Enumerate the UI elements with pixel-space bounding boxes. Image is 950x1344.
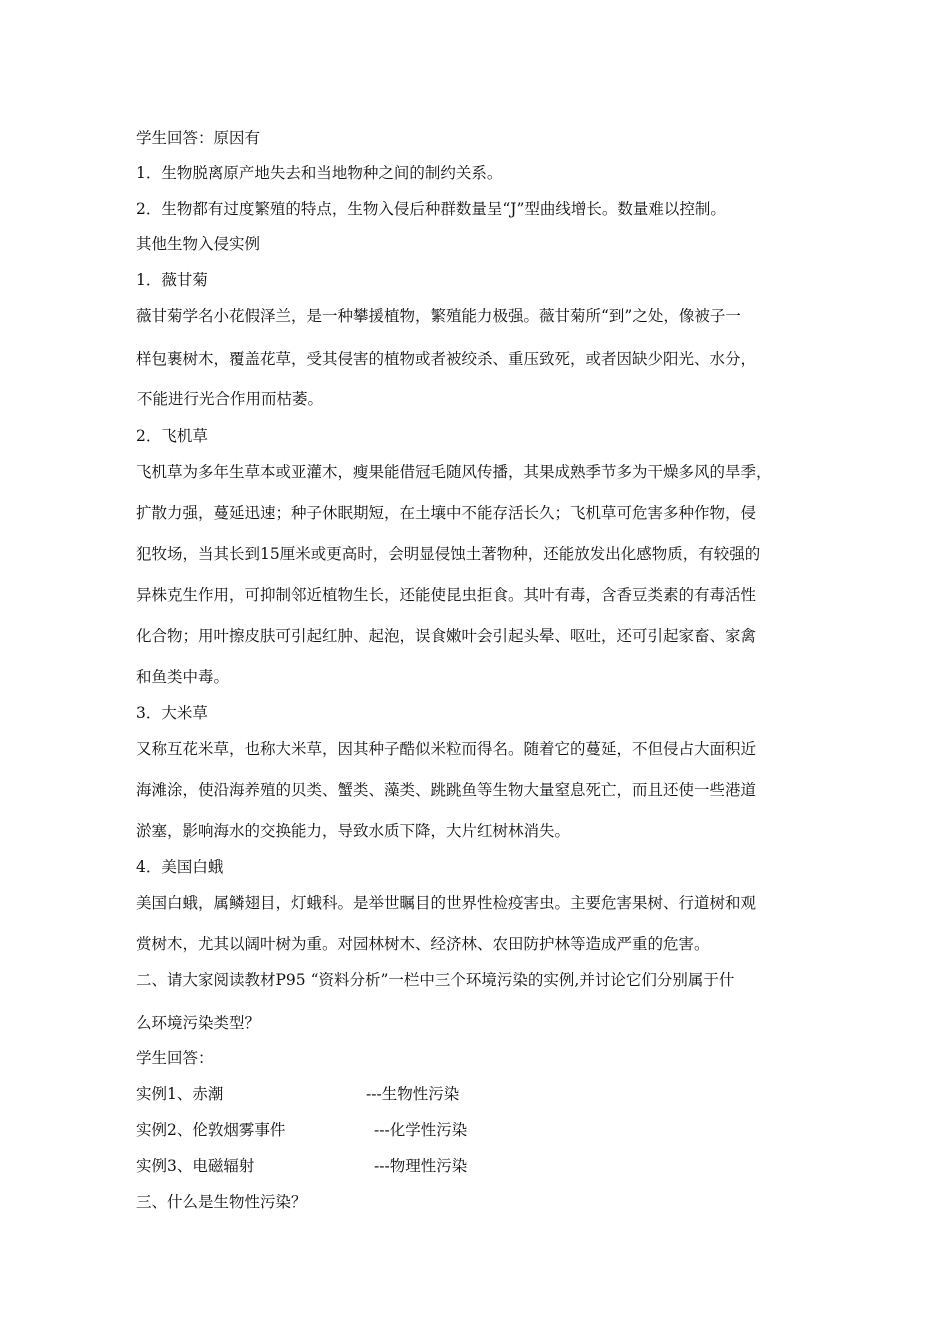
example-2-text-line: 化合物；用叶擦皮肤可引起红肿、起泡，误食嫩叶会引起头晕、呕吐，还可引起家畜、家禽: [136, 627, 757, 645]
case-2-name: 实例2、伦敦烟雾事件: [136, 1121, 286, 1139]
example-2-text-line: 飞机草为多年生草本或亚灌木，瘦果能借冠毛随风传播，其果成熟季节多为干燥多风的旱季，: [136, 463, 772, 481]
examples-heading: 其他生物入侵实例: [136, 235, 261, 253]
case-1-name: 实例1、赤潮: [136, 1085, 224, 1103]
example-2-text-line: 犯牧场，当其长到15厘米或更高时，会明显侵蚀土著物种，还能放发出化感物质，有较强的: [136, 545, 761, 563]
example-3-text-line: 淤塞，影响海水的交换能力，导致水质下降，大片红树林消失。: [136, 822, 571, 840]
section-2-answer-intro: 学生回答：: [136, 1049, 214, 1067]
answer-intro: 学生回答：原因有: [136, 129, 261, 147]
example-2-text-line: 异株克生作用，可抑制邻近植物生长，还能使昆虫拒食。其叶有毒，含香豆类素的有毒活性: [136, 586, 757, 604]
reason-1: 1．生物脱离原产地失去和当地物种之间的制约关系。: [136, 164, 503, 182]
example-4-title: 4．美国白蛾: [136, 858, 224, 876]
reason-2: 2．生物都有过度繁殖的特点，生物入侵后种群数量呈“J”型曲线增长。数量难以控制。: [136, 200, 726, 218]
example-2-text-line: 扩散力强，蔓延迅速；种子休眠期短，在土壤中不能存活长久；飞机草可危害多种作物，侵: [136, 504, 757, 522]
example-2-title: 2．飞机草: [136, 427, 208, 445]
example-3-title: 3．大米草: [136, 704, 208, 722]
example-3-text-line: 又称互花米草，也称大米草，因其种子酷似米粒而得名。随着它的蔓延，不但侵占大面积近: [136, 740, 757, 758]
example-2-text-line: 和鱼类中毒。: [136, 668, 230, 686]
example-1-text-line: 不能进行光合作用而枯萎。: [137, 390, 324, 408]
case-1-type: ---生物性污染: [366, 1085, 460, 1103]
section-2-question-line: 么环境污染类型？: [136, 1014, 261, 1032]
example-1-title: 1．薇甘菊: [136, 271, 208, 289]
section-3-question: 三、什么是生物性污染？: [136, 1193, 307, 1211]
case-2-type: ---化学性污染: [374, 1121, 468, 1139]
case-3-name: 实例3、电磁辐射: [136, 1157, 255, 1175]
example-3-text-line: 海滩涂，使沿海养殖的贝类、蟹类、藻类、跳跳鱼等生物大量窒息死亡，而且还使一些港道: [136, 781, 757, 799]
section-2-question-line: 二、请大家阅读教材P95 “资料分析”一栏中三个环境污染的实例,并讨论它们分别属于什: [136, 971, 735, 989]
case-3-type: ---物理性污染: [374, 1157, 468, 1175]
example-1-text-line: 薇甘菊学名小花假泽兰，是一种攀援植物，繁殖能力极强。薇甘菊所“到”之处，像被子一: [136, 307, 741, 325]
example-4-text-line: 美国白蛾，属鳞翅目，灯蛾科。是举世瞩目的世界性检疫害虫。主要危害果树、行道树和观: [136, 894, 757, 912]
example-1-text-line: 样包裹树木，覆盖花草，受其侵害的植物或者被绞杀、重压致死，或者因缺少阳光、水分，: [136, 350, 757, 368]
example-4-text-line: 赏树木，尤其以阔叶树为重。对园林树木、经济林、农田防护林等造成严重的危害。: [136, 935, 710, 953]
